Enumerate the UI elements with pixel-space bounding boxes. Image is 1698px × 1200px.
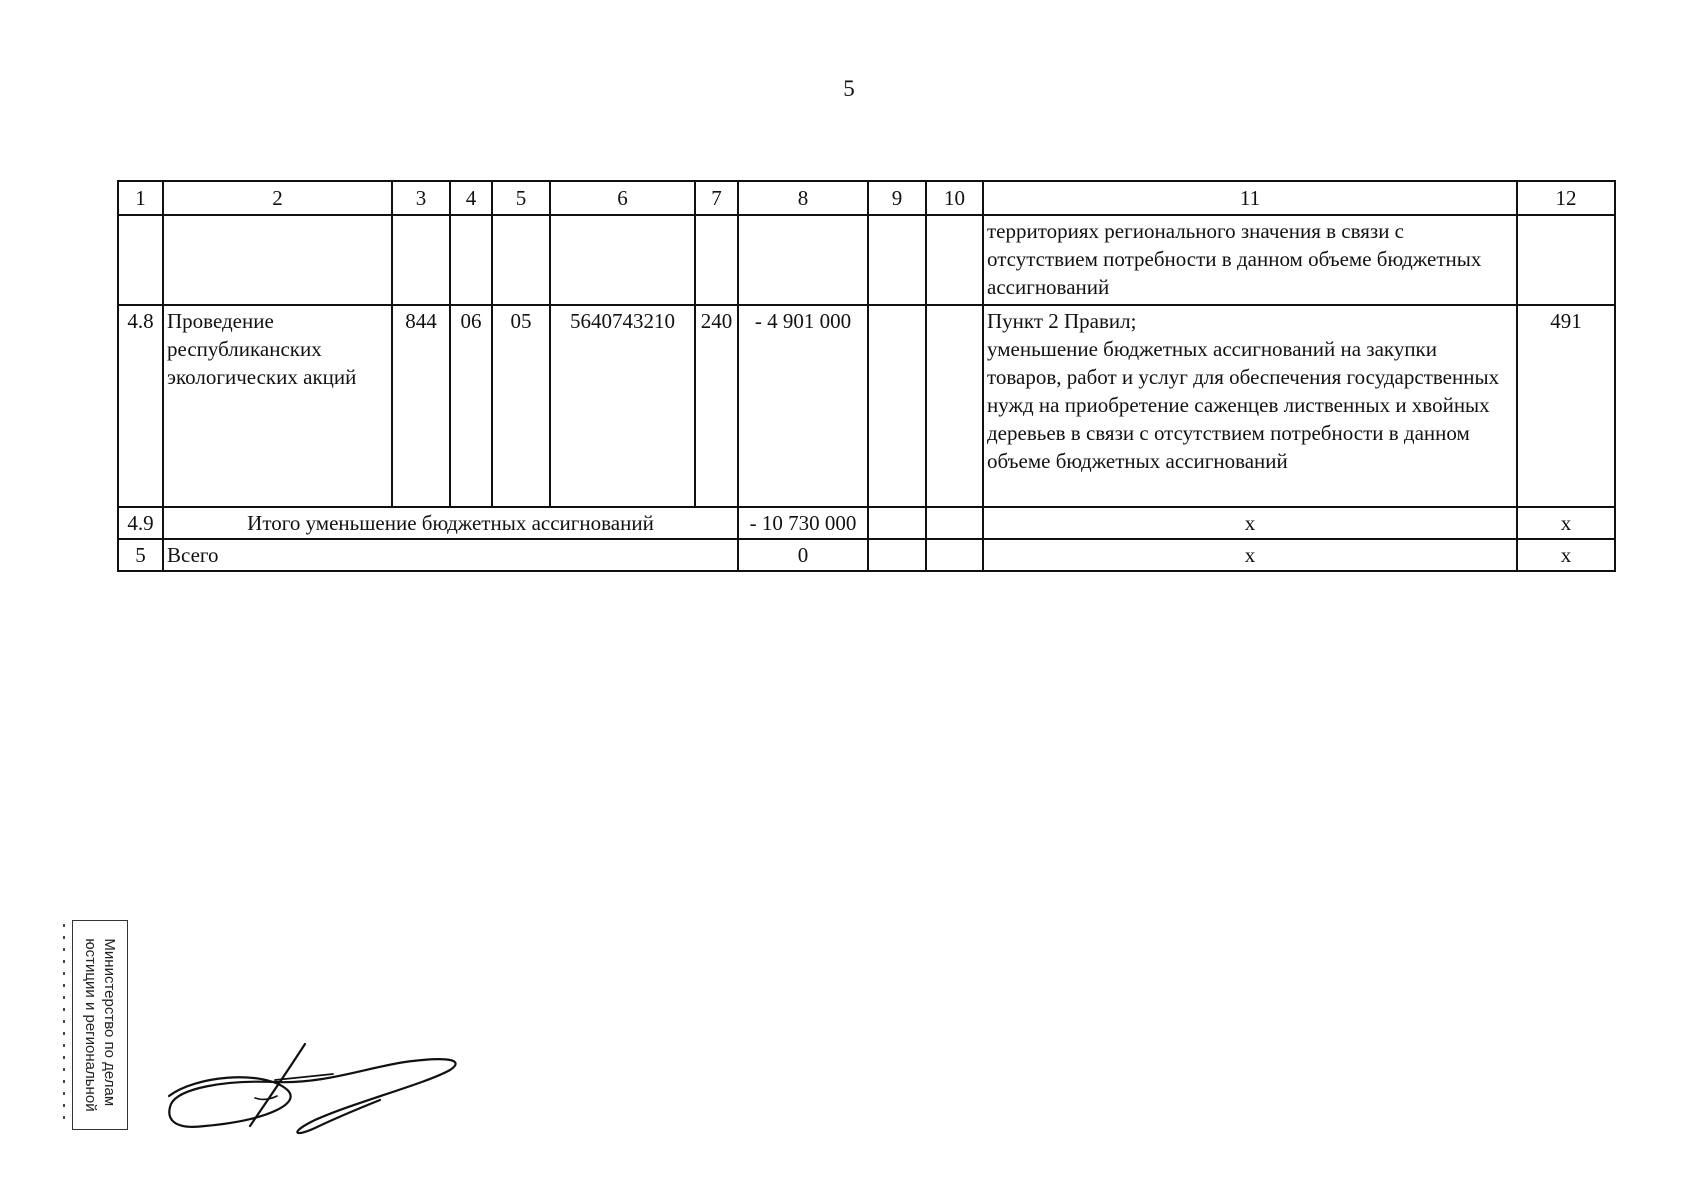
stamp-line-2: юстиции и региональной [82, 938, 99, 1112]
stamp-dashed-edge [58, 920, 72, 1130]
handwritten-signature [165, 1040, 465, 1150]
column-number-header: 4 [450, 181, 492, 215]
stamp-box [72, 920, 128, 1130]
table-cell [450, 215, 492, 305]
page-number: 5 [843, 76, 855, 101]
column-number-header: 8 [738, 181, 868, 215]
table-cell [926, 539, 983, 571]
justification-text: уменьшение бюджетных ассигнований на закупки товаров, работ и услуг для обеспечения государственных нужд на приобретение саженцев лиственных и хвойных деревьев в связи с отсутствием потребности в данном объеме бюджетных ассигнований [987, 337, 1500, 473]
table-cell [118, 215, 163, 305]
table-cell [550, 215, 695, 305]
budget-allocation-table [117, 180, 1616, 572]
amount-change: - 4 901 000 [738, 305, 868, 507]
expense-type-code: 240 [695, 305, 738, 507]
not-applicable-mark: x [1517, 507, 1615, 539]
row-number: 4.9 [118, 507, 163, 539]
column-number-header: 7 [695, 181, 738, 215]
column-number-header: 11 [983, 181, 1517, 215]
column-number-header: 6 [550, 181, 695, 215]
continuation-row [118, 215, 1615, 305]
table-cell [868, 539, 926, 571]
row-number: 5 [118, 539, 163, 571]
column-number-header: 1 [118, 181, 163, 215]
ministry-stamp [58, 920, 130, 1130]
ministry-code: 844 [392, 305, 450, 507]
justification-basis: Пункт 2 Правил; [987, 309, 1137, 333]
table-cell [695, 215, 738, 305]
column-number-header: 10 [926, 181, 983, 215]
reference-number: 491 [1517, 305, 1615, 507]
column-number-header: 2 [163, 181, 392, 215]
justification-cell [983, 305, 1517, 507]
table-cell [926, 305, 983, 507]
subsection-code: 05 [492, 305, 550, 507]
stamp-line-1: Министерство по делам [101, 938, 118, 1107]
column-number-row [118, 181, 1615, 215]
column-number-header: 12 [1517, 181, 1615, 215]
not-applicable-mark: x [1517, 539, 1615, 571]
table-row-total [118, 539, 1615, 571]
table-cell [868, 305, 926, 507]
subtotal-label: Итого уменьшение бюджетных ассигнований [163, 507, 738, 539]
table-cell [492, 215, 550, 305]
total-amount: 0 [738, 539, 868, 571]
column-number-header: 5 [492, 181, 550, 215]
table-row-4-8 [118, 305, 1615, 507]
justification-cell: территориях регионального значения в связи с отсутствием потребности в данном объеме бюджетных ассигнований [983, 215, 1517, 305]
not-applicable-mark: x [983, 507, 1517, 539]
total-label: Всего [163, 539, 738, 571]
row-number: 4.8 [118, 305, 163, 507]
table-cell [1517, 215, 1615, 305]
item-name: Проведение республиканских экологических акций [163, 305, 392, 507]
subtotal-amount: - 10 730 000 [738, 507, 868, 539]
target-article-code: 5640743210 [550, 305, 695, 507]
column-number-header: 9 [868, 181, 926, 215]
table-cell [868, 215, 926, 305]
table-cell [926, 507, 983, 539]
table-cell [868, 507, 926, 539]
table-cell [392, 215, 450, 305]
stamp-text [81, 938, 119, 1111]
table-cell [163, 215, 392, 305]
not-applicable-mark: x [983, 539, 1517, 571]
section-code: 06 [450, 305, 492, 507]
column-number-header: 3 [392, 181, 450, 215]
table-cell [926, 215, 983, 305]
table-cell [738, 215, 868, 305]
table-row-4-9 [118, 507, 1615, 539]
